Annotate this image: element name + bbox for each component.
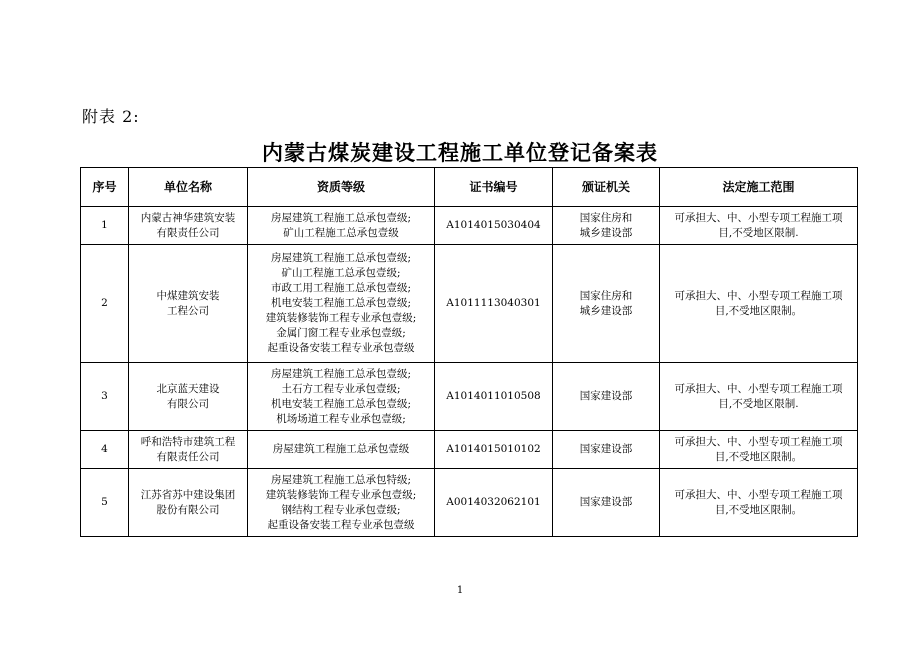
cell-index: 1 xyxy=(81,207,129,245)
cell-cert-no: A1011113040301 xyxy=(435,245,553,363)
header-unit-name: 单位名称 xyxy=(129,168,248,207)
cell-unit-name: 中煤建筑安装 工程公司 xyxy=(129,245,248,363)
header-issuer: 颁证机关 xyxy=(553,168,660,207)
annex-label: 附表 2: xyxy=(82,107,140,126)
cell-scope: 可承担大、中、小型专项工程施工项 目,不受地区限制。 xyxy=(660,469,858,537)
cell-cert-no: A1014015030404 xyxy=(435,207,553,245)
cell-issuer: 国家住房和 城乡建设部 xyxy=(553,207,660,245)
table-row xyxy=(81,245,858,363)
cell-unit-name: 北京蓝天建设 有限公司 xyxy=(129,363,248,431)
cell-index: 4 xyxy=(81,431,129,469)
cell-cert-no: A1014011010508 xyxy=(435,363,553,431)
cell-qualification: 房屋建筑工程施工总承包壹级 xyxy=(248,431,435,469)
cell-cert-no: A1014015010102 xyxy=(435,431,553,469)
cell-scope: 可承担大、中、小型专项工程施工项 目,不受地区限制. xyxy=(660,207,858,245)
cell-qualification: 房屋建筑工程施工总承包特级; 建筑装修装饰工程专业承包壹级; 钢结构工程专业承包壹级; 起重设备安装工程专业承包壹级 xyxy=(248,469,435,537)
cell-issuer: 国家建设部 xyxy=(553,363,660,431)
table-row xyxy=(81,363,858,431)
cell-scope: 可承担大、中、小型专项工程施工项 目,不受地区限制。 xyxy=(660,245,858,363)
cell-unit-name: 内蒙古神华建筑安装 有限责任公司 xyxy=(129,207,248,245)
cell-issuer: 国家建设部 xyxy=(553,431,660,469)
header-scope: 法定施工范围 xyxy=(660,168,858,207)
document-title: 内蒙古煤炭建设工程施工单位登记备案表 xyxy=(262,141,658,165)
header-index: 序号 xyxy=(81,168,129,207)
header-cert-no: 证书编号 xyxy=(435,168,553,207)
header-qualification: 资质等级 xyxy=(248,168,435,207)
table-header-row xyxy=(81,168,858,207)
cell-index: 2 xyxy=(81,245,129,363)
cell-issuer: 国家住房和 城乡建设部 xyxy=(553,245,660,363)
table-row xyxy=(81,431,858,469)
cell-cert-no: A0014032062101 xyxy=(435,469,553,537)
cell-scope: 可承担大、中、小型专项工程施工项 目,不受地区限制。 xyxy=(660,431,858,469)
registration-table xyxy=(80,167,858,537)
cell-index: 3 xyxy=(81,363,129,431)
table-row xyxy=(81,469,858,537)
page-number: 1 xyxy=(456,585,464,596)
cell-qualification: 房屋建筑工程施工总承包壹级; 矿山工程施工总承包壹级 xyxy=(248,207,435,245)
cell-unit-name: 江苏省苏中建设集团 股份有限公司 xyxy=(129,469,248,537)
cell-issuer: 国家建设部 xyxy=(553,469,660,537)
cell-unit-name: 呼和浩特市建筑工程 有限责任公司 xyxy=(129,431,248,469)
cell-index: 5 xyxy=(81,469,129,537)
cell-qualification: 房屋建筑工程施工总承包壹级; 土石方工程专业承包壹级; 机电安装工程施工总承包壹级; 机场场道工程专业承包壹级; xyxy=(248,363,435,431)
cell-qualification: 房屋建筑工程施工总承包壹级; 矿山工程施工总承包壹级; 市政工用工程施工总承包壹级; 机电安装工程施工总承包壹级; 建筑装修装饰工程专业承包壹级; 金属门窗工程专业承包壹级; 起重设备安装工程专业承包壹级 xyxy=(248,245,435,363)
cell-scope: 可承担大、中、小型专项工程施工项 目,不受地区限制. xyxy=(660,363,858,431)
table-row xyxy=(81,207,858,245)
